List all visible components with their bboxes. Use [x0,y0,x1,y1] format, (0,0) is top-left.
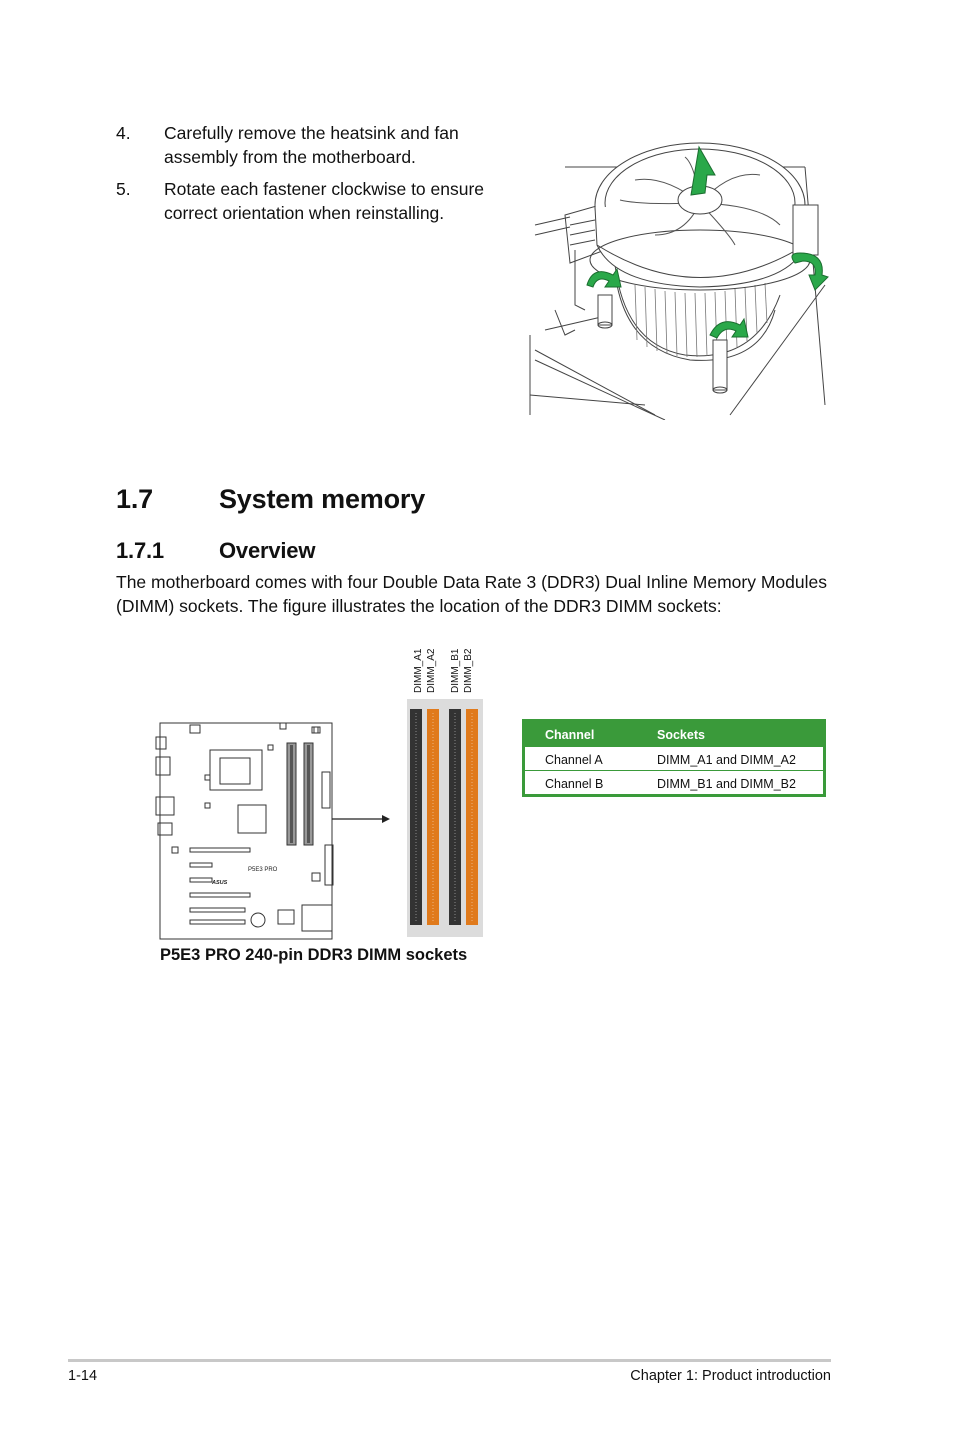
heatsink-removal-illustration [525,135,835,420]
figure-caption: P5E3 PRO 240-pin DDR3 DIMM sockets [160,946,468,964]
step-4 [116,121,516,171]
chapter-title: Chapter 1: Product introduction [630,1368,831,1384]
dimm-label-b2: DIMM_B2 [463,648,474,693]
table-row [525,770,823,795]
subsection-title: Overview [219,538,316,563]
step-5 [116,177,516,227]
page-number: 1-14 [68,1368,98,1384]
dimm-label-a1: DIMM_A1 [413,648,424,693]
table-cell-channel: Channel A [545,753,603,767]
dimm-a2-slot [427,709,439,925]
subsection-number: 1.7.1 [116,538,164,563]
dimm-label-b1: DIMM_B1 [450,648,461,693]
overview-paragraph: The motherboard comes with four Double Data Rate 3 (DDR3) Dual Inline Memory Modules (DIMM) sockets. The figure illustrates the location of the DDR3 DIMM sockets: [116,572,827,616]
table-header-row [525,722,823,746]
board-label: P5E3 PRO [248,867,278,873]
dimm-label-a2: DIMM_A2 [426,648,437,693]
brand-logo: ASUS [212,880,228,886]
step-text: Rotate each fastener clockwise to ensure correct orientation when reinstalling. [164,179,485,223]
dimm-b2-slot [466,709,478,925]
step-text: Carefully remove the heatsink and fan assembly from the motherboard. [164,123,459,167]
step-number: 4. [116,123,131,143]
table-row [525,746,823,771]
section-number: 1.7 [116,484,153,514]
dimm-a1-slot [410,709,422,925]
motherboard-layout-diagram [150,715,390,945]
dimm-sockets-enlarged [405,695,485,940]
step-number: 5. [116,179,131,199]
table-header-sockets: Sockets [657,728,705,742]
table-cell-channel: Channel B [545,777,604,791]
table-header-channel: Channel [545,728,595,742]
dimm-b1-slot [449,709,461,925]
channel-table [522,719,826,797]
section-title: System memory [219,484,426,514]
footer-divider [68,1359,831,1362]
table-cell-sockets: DIMM_B1 and DIMM_B2 [657,777,796,791]
table-cell-sockets: DIMM_A1 and DIMM_A2 [657,753,796,767]
